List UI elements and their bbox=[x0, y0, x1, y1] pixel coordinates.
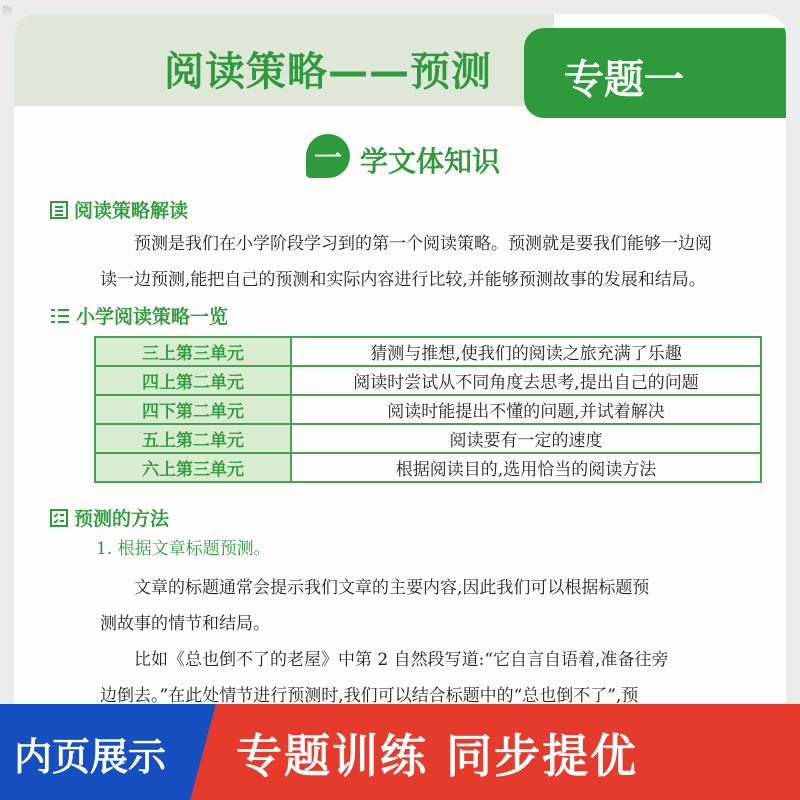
paragraph-line: 文章的标题通常会提示我们文章的主要内容,因此我们可以根据标题预 bbox=[134, 578, 650, 598]
table-cell-unit: 四上第二单元 bbox=[95, 366, 291, 395]
table-cell-unit: 五上第二单元 bbox=[95, 424, 291, 453]
inner-page-label: 内页展示 bbox=[14, 735, 167, 779]
table-cell-unit: 六上第三单元 bbox=[95, 453, 291, 482]
strategy-table bbox=[94, 336, 762, 483]
paragraph-line: 边倒去。”在此处情节进行预测时,我们可以结合标题中的“总也倒不了”,预 bbox=[100, 686, 639, 704]
table-cell-desc: 猜测与推想,使我们的阅读之旅充满了乐趣 bbox=[291, 337, 761, 366]
table-row bbox=[95, 395, 761, 424]
heading-strategy-overview bbox=[50, 302, 228, 329]
paragraph-line: 比如《总也倒不了的老屋》中第 2 自然段写道:“它自言自语着,准备往旁 bbox=[134, 650, 669, 670]
method-subheading: 1. 根据文章标题预测。 bbox=[96, 539, 271, 559]
table-cell-desc: 阅读时尝试从不同角度去思考,提出自己的问题 bbox=[291, 366, 761, 395]
promo-slogan: 专题训练 同步提优 bbox=[236, 729, 639, 783]
strategy-paragraph bbox=[68, 226, 768, 298]
heading-prediction-methods bbox=[50, 504, 169, 531]
book-page bbox=[14, 14, 786, 704]
heading-label: 预测的方法 bbox=[74, 508, 170, 530]
paragraph-line: 测故事的情节和结局。 bbox=[100, 614, 270, 634]
heading-label: 小学阅读策略一览 bbox=[76, 306, 229, 328]
table-cell-desc: 根据阅读目的,选用恰当的阅读方法 bbox=[291, 453, 761, 482]
page-title: 阅读策略——预测 bbox=[164, 49, 492, 95]
checklist-icon bbox=[50, 509, 68, 527]
table-cell-desc: 阅读时能提出不懂的问题,并试着解决 bbox=[291, 395, 761, 424]
paragraph-line: 读一边预测,能把自己的预测和实际内容进行比较,并能够预测故事的发展和结局。 bbox=[100, 270, 706, 290]
table-row bbox=[95, 424, 761, 453]
table-cell-desc: 阅读要有一定的速度 bbox=[291, 424, 761, 453]
section-title: 学文体知识 bbox=[360, 145, 501, 178]
table-row bbox=[95, 337, 761, 366]
list-box-icon bbox=[50, 201, 68, 219]
topic-tab bbox=[524, 28, 786, 118]
method-paragraph bbox=[68, 570, 768, 704]
topic-tab-label: 专题一 bbox=[564, 57, 684, 103]
heading-label: 阅读策略解读 bbox=[74, 200, 189, 222]
table-cell-unit: 三上第三单元 bbox=[95, 337, 291, 366]
table-row bbox=[95, 453, 761, 482]
watermark: 物 bbox=[2, 6, 12, 17]
section-number-badge: 一 bbox=[306, 134, 350, 178]
table-cell-unit: 四下第二单元 bbox=[95, 395, 291, 424]
numbered-list-icon bbox=[50, 307, 70, 325]
heading-strategy-interpretation bbox=[50, 196, 188, 223]
table-row bbox=[95, 366, 761, 395]
paragraph-line: 预测是我们在小学阶段学习到的第一个阅读策略。预测就是要我们能够一边阅 bbox=[134, 234, 712, 254]
